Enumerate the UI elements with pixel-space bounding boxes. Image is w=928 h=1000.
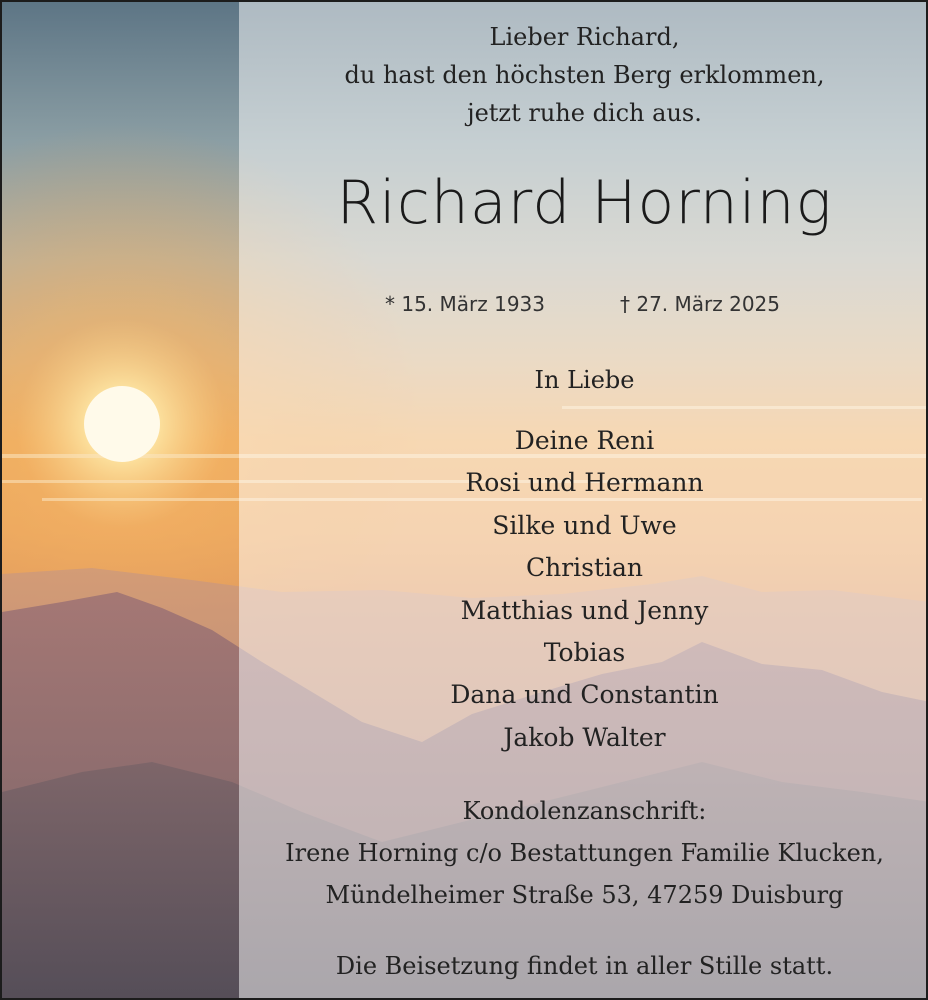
mourner: Deine Reni bbox=[514, 426, 655, 455]
mourner: Silke und Uwe bbox=[492, 510, 677, 540]
verse-line: Lieber Richard, bbox=[489, 23, 680, 51]
mourner: Matthias und Jenny bbox=[460, 595, 709, 625]
mourners-intro: In Liebe bbox=[534, 366, 635, 394]
mourner: Rosi und Hermann bbox=[465, 468, 704, 498]
condolence-line: Mündelheimer Straße 53, 47259 Duisburg bbox=[325, 881, 844, 909]
verse-line: du hast den höchsten Berg erklommen, bbox=[344, 61, 825, 89]
sun bbox=[84, 386, 160, 462]
birth-date: * 15. März 1933 bbox=[385, 292, 546, 316]
condolence-line: Irene Horning c/o Bestattungen Familie Klucken, bbox=[285, 839, 884, 867]
death-date: † 27. März 2025 bbox=[620, 292, 781, 316]
deceased-name: Richard Horning bbox=[336, 168, 833, 238]
condolence-label: Kondolenzanschrift: bbox=[462, 797, 707, 825]
mourner: Jakob Walter bbox=[503, 722, 666, 752]
mourner: Tobias bbox=[543, 638, 626, 668]
verse bbox=[239, 18, 928, 132]
mourner: Dana und Constantin bbox=[450, 680, 719, 710]
mourners-list bbox=[239, 420, 928, 759]
condolence-address bbox=[239, 790, 928, 916]
burial-note: Die Beisetzung findet in aller Stille statt. bbox=[335, 952, 834, 980]
mourner: Christian bbox=[525, 553, 644, 583]
verse-line: jetzt ruhe dich aus. bbox=[467, 99, 702, 127]
